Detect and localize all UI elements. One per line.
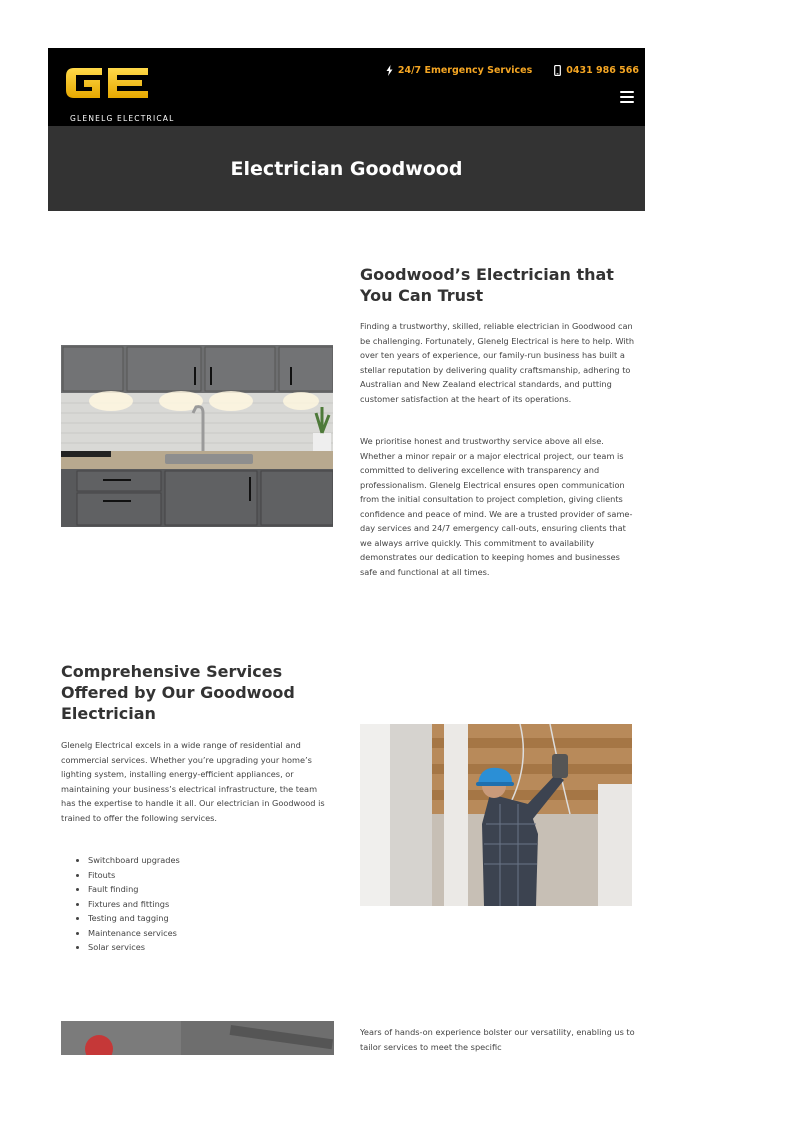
list-item: • Fitouts <box>88 868 180 883</box>
list-item: • Fixtures and fittings <box>88 897 180 912</box>
trust-paragraph-1: Finding a trustworthy, skilled, reliable electrician in Goodwood can be challenging. Fortunately, Glenelg Electrical is here to help. With over ten years of experience, our family-run business has built a stellar reputation by delivering quality craftsmanship, adhering to Australian and New Zealand electrical standards, and putting customer satisfaction at the heart of its operations. <box>360 321 635 404</box>
section-three-paragraph: Years of hands-on experience bolster our versatility, enabling us to tailor services to meet the specific <box>360 1027 635 1052</box>
list-item: • Testing and tagging <box>88 911 180 926</box>
hamburger-menu-icon[interactable] <box>620 91 634 103</box>
electrician-working-image <box>360 724 632 906</box>
section-three-image <box>61 1021 334 1055</box>
site-header <box>48 48 645 126</box>
logo-wordmark: GLENELG ELECTRICAL <box>70 114 175 123</box>
section-heading-trust: Goodwood’s Electrician that You Can Trust <box>360 265 614 305</box>
phone-link[interactable] <box>554 65 639 76</box>
list-item: • Maintenance services <box>88 926 180 941</box>
emergency-services-label: 24/7 Emergency Services <box>397 65 533 76</box>
phone-number: 0431 986 566 <box>566 65 639 76</box>
mobile-phone-icon <box>554 65 561 76</box>
services-list <box>61 853 180 955</box>
logo-ge-mark <box>58 62 158 102</box>
trust-paragraph-2: We prioritise honest and trustworthy service above all else. Whether a minor repair or a major electrical project, our team is committed to delivering excellence with transparency and professionalism. Glenelg Electrical ensures open communication from the initial consultation to project completion, giving clients confidence and peace of mind. We are a trusted provider of same-day services and 24/7 emergency call-outs, ensuring clients that we always arrive quickly. This commitment to availability demonstrates our dedication to keeping homes and businesses safe and functional at all times. <box>360 436 633 577</box>
header-contact-links <box>364 65 639 76</box>
company-logo[interactable] <box>58 62 175 123</box>
list-item: • Switchboard upgrades <box>88 853 180 868</box>
bolt-icon <box>386 65 393 76</box>
list-item: • Solar services <box>88 940 180 955</box>
services-paragraph: Glenelg Electrical excels in a wide range of residential and commercial services. Whether you’re upgrading your home’s lighting system, installing energy-efficient appliances, or maintaining your business’s electrical infrastructure, the team has the expertise to handle it all. Our electrician in Goodwood is trained to offer the following services. <box>61 740 325 823</box>
page-banner <box>48 126 645 211</box>
list-item: • Fault finding <box>88 882 180 897</box>
page-title: Electrician Goodwood <box>230 157 463 180</box>
emergency-services-link[interactable] <box>386 65 532 76</box>
kitchen-image <box>61 345 333 527</box>
section-heading-services: Comprehensive Services Offered by Our Goodwood Electrician <box>61 662 295 723</box>
